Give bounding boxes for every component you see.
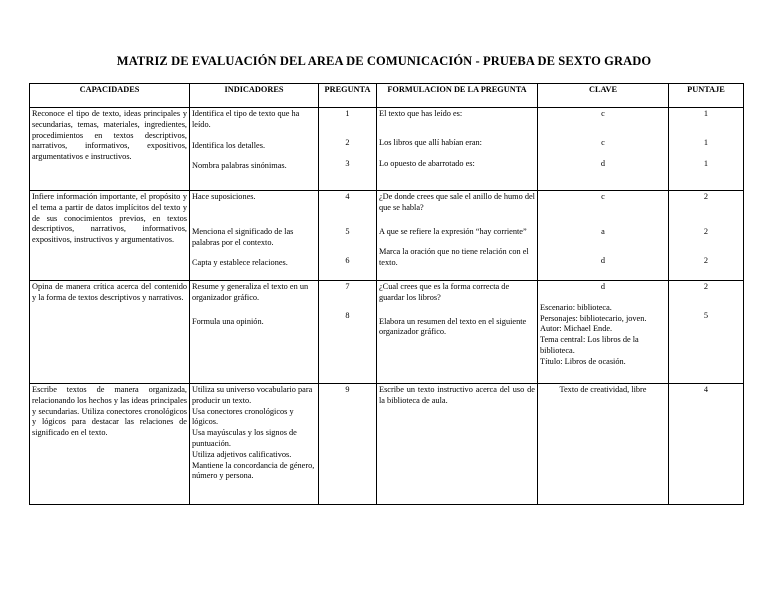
indicador-text: Identifica el tipo de texto que ha leído. (192, 109, 300, 129)
formulacion-text: A que se refiere la expresión “hay corriente” (379, 226, 527, 236)
capacidad-cell: Reconoce el tipo de texto, ideas principales y secundarias, temas, materiales, ingredientes, procedimientos en textos descriptivos, narrativos, informativos, expositivos, argumentativos e instructivos. (30, 108, 190, 191)
clave-line: Escenario: biblioteca. (540, 302, 612, 312)
pregunta-number: 8 (345, 310, 350, 320)
header-capacidades: CAPACIDADES (30, 84, 190, 108)
indicador-text: Formula una opinión. (192, 316, 264, 326)
indicador-text: Utiliza su universo vocabulario para producir un texto. (192, 385, 313, 405)
clave-line: Título: Libros de ocasión. (540, 356, 626, 366)
indicador-cell (190, 108, 319, 191)
pregunta-number: 4 (345, 192, 350, 201)
pregunta-number: 1 (345, 109, 350, 118)
pregunta-number: 3 (345, 158, 350, 168)
puntaje-value: 2 (703, 192, 709, 201)
clave-value: c (601, 192, 605, 201)
table-row (30, 191, 744, 281)
clave-cell (538, 108, 669, 191)
header-clave: CLAVE (538, 84, 669, 108)
puntaje-cell (669, 108, 744, 191)
evaluation-matrix-table (29, 83, 744, 505)
formulacion-text: Marca la oración que no tiene relación con el texto. (379, 247, 529, 268)
indicador-text: Menciona el significado de las palabras por el contexto. (192, 226, 294, 247)
table-row (30, 281, 744, 384)
table-row (30, 108, 744, 191)
table-row (30, 384, 744, 505)
puntaje-cell (669, 281, 744, 384)
capacidad-cell: Opina de manera crítica acerca del contenido y la forma de textos descriptivos y narrativos. (30, 281, 190, 384)
indicador-text: Utiliza adjetivos calificativos. (192, 449, 292, 459)
clave-line: Tema central: Los libros de la biblioteca. (540, 335, 639, 355)
pregunta-number: 2 (345, 137, 350, 147)
clave-value: d (600, 158, 606, 168)
formulacion-text: Los libros que allí habían eran: (379, 137, 482, 147)
clave-value: c (601, 109, 605, 118)
puntaje-value: 2 (703, 282, 709, 291)
puntaje-cell: 4 (669, 384, 744, 505)
formulacion-text: Elabora un resumen del texto en el siguiente organizador gráfico. (379, 316, 527, 337)
clave-cell (538, 191, 669, 281)
header-pregunta: PREGUNTA (319, 84, 377, 108)
clave-value: d (600, 255, 606, 265)
clave-value: c (601, 137, 605, 147)
clave-line: Personajes: bibliotecario, joven. (540, 313, 647, 323)
puntaje-value: 2 (703, 255, 709, 265)
indicador-text: Usa conectores cronológicos y lógicos. (192, 406, 294, 427)
indicador-text: Hace suposiciones. (192, 192, 256, 201)
pregunta-number: 7 (345, 282, 350, 291)
formulacion-text: Lo opuesto de abarrotado es: (379, 158, 475, 168)
formulacion-text: El texto que has leído es: (379, 109, 463, 118)
puntaje-value: 1 (703, 158, 709, 168)
formulacion-text: ¿De donde crees que sale el anillo de humo del que se habla? (379, 192, 535, 212)
formulacion-cell (377, 281, 538, 384)
indicador-text: Mantiene la concordancia de género, número y persona. (192, 460, 315, 481)
capacidad-cell: Infiere información importante, el propósito y el tema a partir de datos implícitos del texto y de sus conocimientos previos, en textos descriptivos, narrativos, informativos, expositivos, instructivos y argumentativos. (30, 191, 190, 281)
clave-value: a (601, 226, 605, 236)
puntaje-value: 2 (703, 226, 709, 236)
table-header-row (30, 84, 744, 108)
clave-line: Autor: Michael Ende. (540, 324, 613, 334)
header-puntaje: PUNTAJE (669, 84, 744, 108)
indicador-cell (190, 281, 319, 384)
page-title: MATRIZ DE EVALUACIÓN DEL AREA DE COMUNICACIÓN - PRUEBA DE SEXTO GRADO (116, 54, 652, 68)
pregunta-cell (319, 191, 377, 281)
pregunta-number: 5 (345, 226, 350, 236)
clave-value: d (600, 282, 606, 291)
puntaje-value: 1 (703, 109, 709, 118)
puntaje-value: 1 (703, 137, 709, 147)
pregunta-cell (319, 108, 377, 191)
indicador-text: Resume y generaliza el texto en un organizador gráfico. (192, 282, 309, 302)
indicador-text: Usa mayúsculas y los signos de puntuación. (192, 428, 297, 448)
indicador-cell (190, 191, 319, 281)
pregunta-cell (319, 281, 377, 384)
indicador-text: Capta y establece relaciones. (192, 258, 288, 268)
clave-cell (538, 281, 669, 384)
pregunta-number: 6 (345, 255, 350, 265)
indicador-cell (190, 384, 319, 505)
clave-cell: Texto de creatividad, libre (538, 384, 669, 505)
puntaje-value: 5 (703, 310, 709, 320)
pregunta-cell: 9 (319, 384, 377, 505)
formulacion-cell (377, 108, 538, 191)
header-indicadores: INDICADORES (190, 84, 319, 108)
formulacion-cell: Escribe un texto instructivo acerca del uso de la biblioteca de aula. (377, 384, 538, 505)
formulacion-text: ¿Cual crees que es la forma correcta de guardar los libros? (379, 282, 510, 302)
formulacion-cell (377, 191, 538, 281)
capacidad-cell: Escribe textos de manera organizada, relacionando los hechos y las ideas principales y secundarias. Utiliza conectores cronológicos y lógicos para destacar las relaciones de significado en el texto. (30, 384, 190, 505)
indicador-text: Identifica los detalles. (192, 140, 266, 150)
header-formulacion: FORMULACION DE LA PREGUNTA (377, 84, 538, 108)
indicador-text: Nombra palabras sinónimas. (192, 161, 287, 171)
puntaje-cell (669, 191, 744, 281)
